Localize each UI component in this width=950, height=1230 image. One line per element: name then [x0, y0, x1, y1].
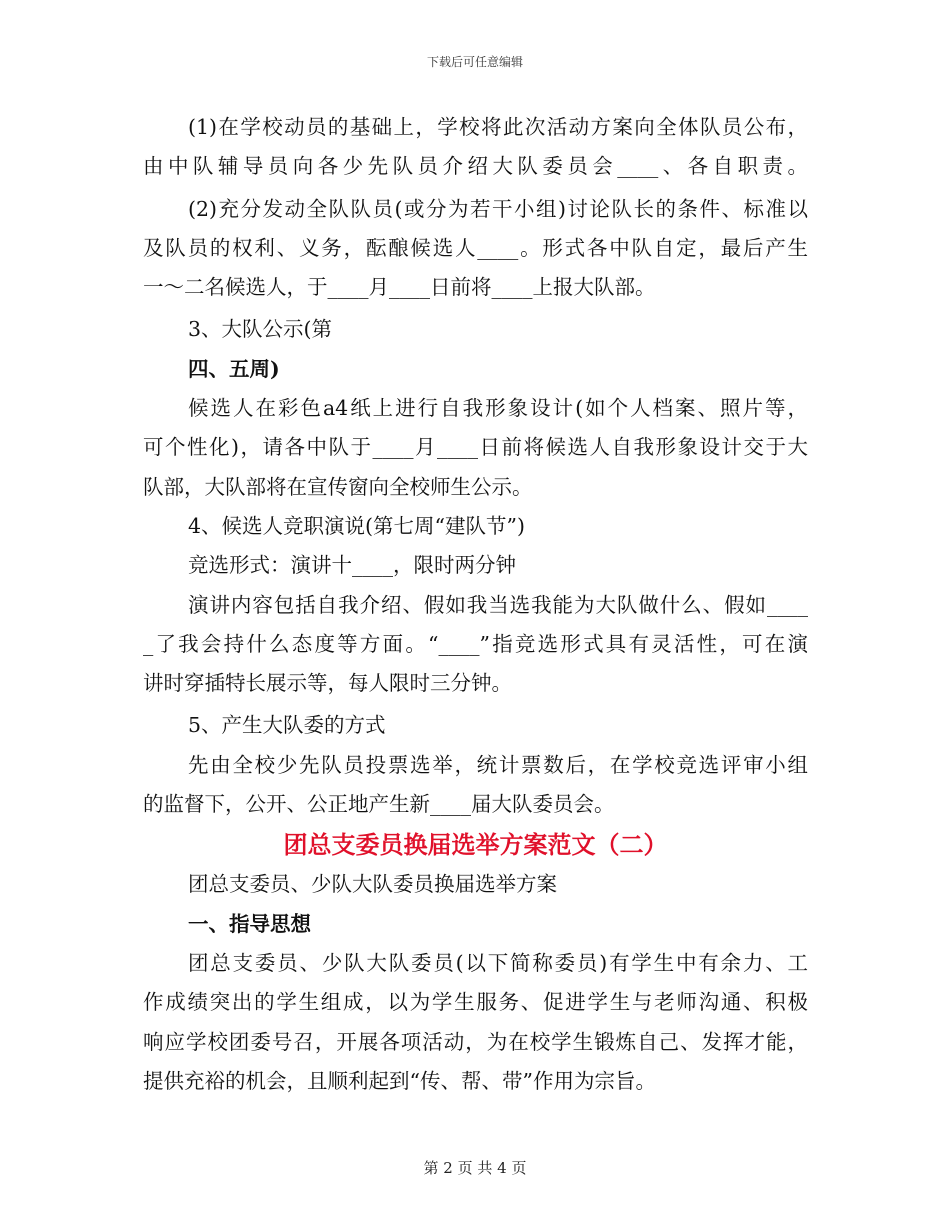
- paragraph-line: 提供充裕的机会，且顺利起到“传、帮、带”作用为宗旨。: [143, 1068, 656, 1093]
- paragraph-line: 先由全校少先队员投票选举，统计票数后，在学校竞选评审小组: [188, 752, 808, 777]
- paragraph-line: (1)在学校动员的基础上，学校将此次活动方案向全体队员公布，: [188, 115, 808, 139]
- paragraph-line: 的监督下，公开、公正地产生新____届大队委员会。: [143, 792, 615, 817]
- section-heading: 一、指导思想: [188, 911, 311, 936]
- paragraph-line: 队部，大队部将在宣传窗向全校师生公示。: [143, 474, 533, 499]
- paragraph-line: 可个性化)，请各中队于____月____日前将候选人自我形象设计交于大: [143, 435, 808, 460]
- paragraph-line: 演讲内容包括自我介绍、假如我当选我能为大队做什么、假如____: [188, 592, 808, 617]
- page-header: 下载后可任意编辑: [426, 55, 523, 69]
- paragraph-line: 竞选形式：演讲十____，限时两分钟: [188, 553, 516, 578]
- paragraph-line: 一～二名候选人，于____月____日前将____上报大队部。: [143, 275, 656, 300]
- paragraph-line: 讲时穿插特长展示等，每人限时三分钟。: [143, 671, 512, 696]
- paragraph-line: 由中队辅导员向各少先队员介绍大队委员会____、各自职责。: [143, 154, 808, 179]
- paragraph-line: 作成绩突出的学生组成，以为学生服务、促进学生与老师沟通、积极: [143, 990, 808, 1015]
- item-heading: 4、候选人竞职演说(第七周“建队节”): [188, 513, 525, 538]
- paragraph-line: 团总支委员、少队大队委员(以下简称委员)有学生中有余力、工: [188, 950, 808, 975]
- item-heading: 四、五周): [188, 356, 280, 381]
- item-heading: 3、大队公示(第: [188, 317, 333, 342]
- paragraph-line: _了我会持什么态度等方面。“____”指竞选形式具有灵活性，可在演: [143, 631, 808, 656]
- paragraph-line: (2)充分发动全队队员(或分为若干小组)讨论队长的条件、标准以: [188, 196, 808, 221]
- section-subtitle: 团总支委员、少队大队委员换届选举方案: [188, 872, 557, 897]
- paragraph-line: 及队员的权利、义务，酝酿候选人____。形式各中队自定，最后产生: [143, 235, 808, 260]
- document-body: [143, 108, 808, 1101]
- item-heading: 5、产生大队委的方式: [188, 713, 386, 738]
- section-title: 团总支委员换届选举方案范文（二）: [283, 830, 668, 860]
- paragraph-line: 候选人在彩色a4纸上进行自我形象设计(如个人档案、照片等，: [188, 396, 808, 421]
- page-number: 第 2 页 共 4 页: [423, 1159, 527, 1177]
- paragraph-line: 响应学校团委号召，开展各项活动，为在校学生锻炼自己、发挥才能，: [143, 1029, 808, 1054]
